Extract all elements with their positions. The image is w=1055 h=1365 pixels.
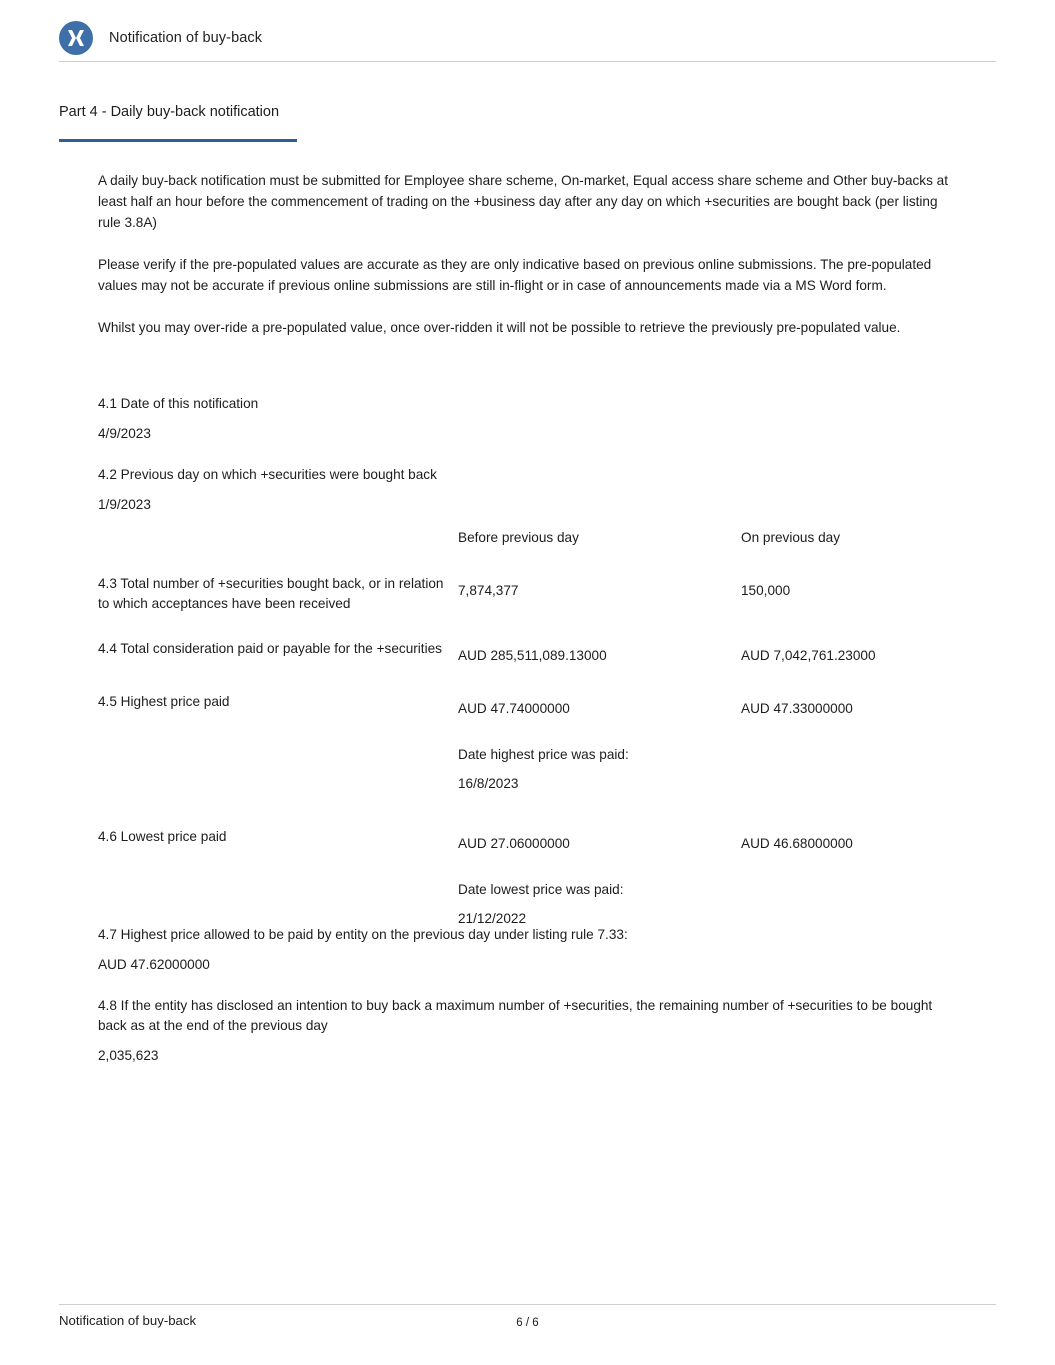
field-4-1-label: 4.1 Date of this notification bbox=[98, 396, 259, 411]
intro-text bbox=[98, 170, 954, 359]
page-title: Part 4 - Daily buy-back notification bbox=[59, 104, 280, 120]
row-4-4-before: AUD 285,511,089.13000 bbox=[458, 648, 607, 663]
row-4-3-on: 150,000 bbox=[741, 583, 791, 598]
row-4-6-before: AUD 27.06000000 bbox=[458, 836, 570, 851]
field-4-7-value: AUD 47.62000000 bbox=[98, 957, 210, 972]
row-4-6-sub-value: 21/12/2022 bbox=[458, 911, 527, 926]
intro-paragraph-3: Whilst you may over-ride a pre-populated value, once over-ridden it will not be possible to retrieve the previously pre-populated value. bbox=[98, 320, 901, 335]
intro-paragraph-2: Please verify if the pre-populated values are accurate as they are only indicative based on previous online submissions. The pre-populated values may not be accurate if previous online submissions are still in-flight or in case of announcements made via a MS Word form. bbox=[98, 257, 932, 293]
intro-paragraph-1: A daily buy-back notification must be submitted for Employee share scheme, On-market, Equal access share scheme and Other buy-backs at least half an hour before the commencement of trading on the +business day after any day on which +securities are bought back (per listing rule 3.8A) bbox=[98, 173, 949, 230]
row-4-5-before: AUD 47.74000000 bbox=[458, 701, 570, 716]
field-4-8-value: 2,035,623 bbox=[98, 1048, 159, 1063]
asx-logo-icon bbox=[59, 21, 93, 55]
row-4-5-on: AUD 47.33000000 bbox=[741, 701, 853, 716]
field-4-2 bbox=[98, 465, 958, 515]
buyback-table bbox=[98, 528, 958, 929]
header-divider bbox=[59, 61, 996, 62]
table-header-before-previous-day: Before previous day bbox=[458, 530, 579, 545]
row-4-6-sub-label: Date lowest price was paid: bbox=[458, 882, 624, 897]
table-row bbox=[98, 639, 958, 666]
table-subrow bbox=[98, 745, 958, 765]
row-4-6-on: AUD 46.68000000 bbox=[741, 836, 853, 851]
page-title-underline bbox=[59, 139, 297, 142]
row-4-5-sub-value: 16/8/2023 bbox=[458, 776, 519, 791]
table-row bbox=[98, 692, 958, 719]
table-row bbox=[98, 574, 958, 614]
field-4-7-label: 4.7 Highest price allowed to be paid by entity on the previous day under listing rule 7.33: bbox=[98, 927, 628, 942]
table-subrow bbox=[98, 774, 958, 794]
table-subrow bbox=[98, 880, 958, 900]
field-4-8 bbox=[98, 996, 958, 1066]
row-4-6-label: 4.6 Lowest price paid bbox=[98, 829, 227, 844]
field-4-8-label: 4.8 If the entity has disclosed an intention to buy back a maximum number of +securities, the remaining number of +securities to be bought back as at the end of the previous day bbox=[98, 998, 933, 1033]
row-4-5-sub-label: Date highest price was paid: bbox=[458, 747, 629, 762]
field-4-7 bbox=[98, 925, 958, 975]
footer-divider bbox=[59, 1304, 996, 1305]
document-header bbox=[59, 14, 996, 62]
field-4-2-value: 1/9/2023 bbox=[98, 497, 151, 512]
header-title: Notification of buy-back bbox=[109, 30, 263, 46]
field-4-2-label: 4.2 Previous day on which +securities were bought back bbox=[98, 467, 437, 482]
row-4-4-label: 4.4 Total consideration paid or payable for the +securities bbox=[98, 641, 442, 656]
table-row bbox=[98, 827, 958, 854]
field-4-1 bbox=[98, 394, 958, 444]
page-number: 6 / 6 bbox=[516, 1317, 539, 1329]
row-4-3-label: 4.3 Total number of +securities bought back, or in relation to which acceptances have been received bbox=[98, 576, 444, 611]
table-header-row bbox=[98, 528, 958, 548]
row-4-4-on: AUD 7,042,761.23000 bbox=[741, 648, 876, 663]
row-4-5-label: 4.5 Highest price paid bbox=[98, 694, 230, 709]
table-header-on-previous-day: On previous day bbox=[741, 530, 840, 545]
row-4-3-before: 7,874,377 bbox=[458, 583, 519, 598]
footer-title: Notification of buy-back bbox=[59, 1313, 197, 1328]
field-4-1-value: 4/9/2023 bbox=[98, 426, 151, 441]
